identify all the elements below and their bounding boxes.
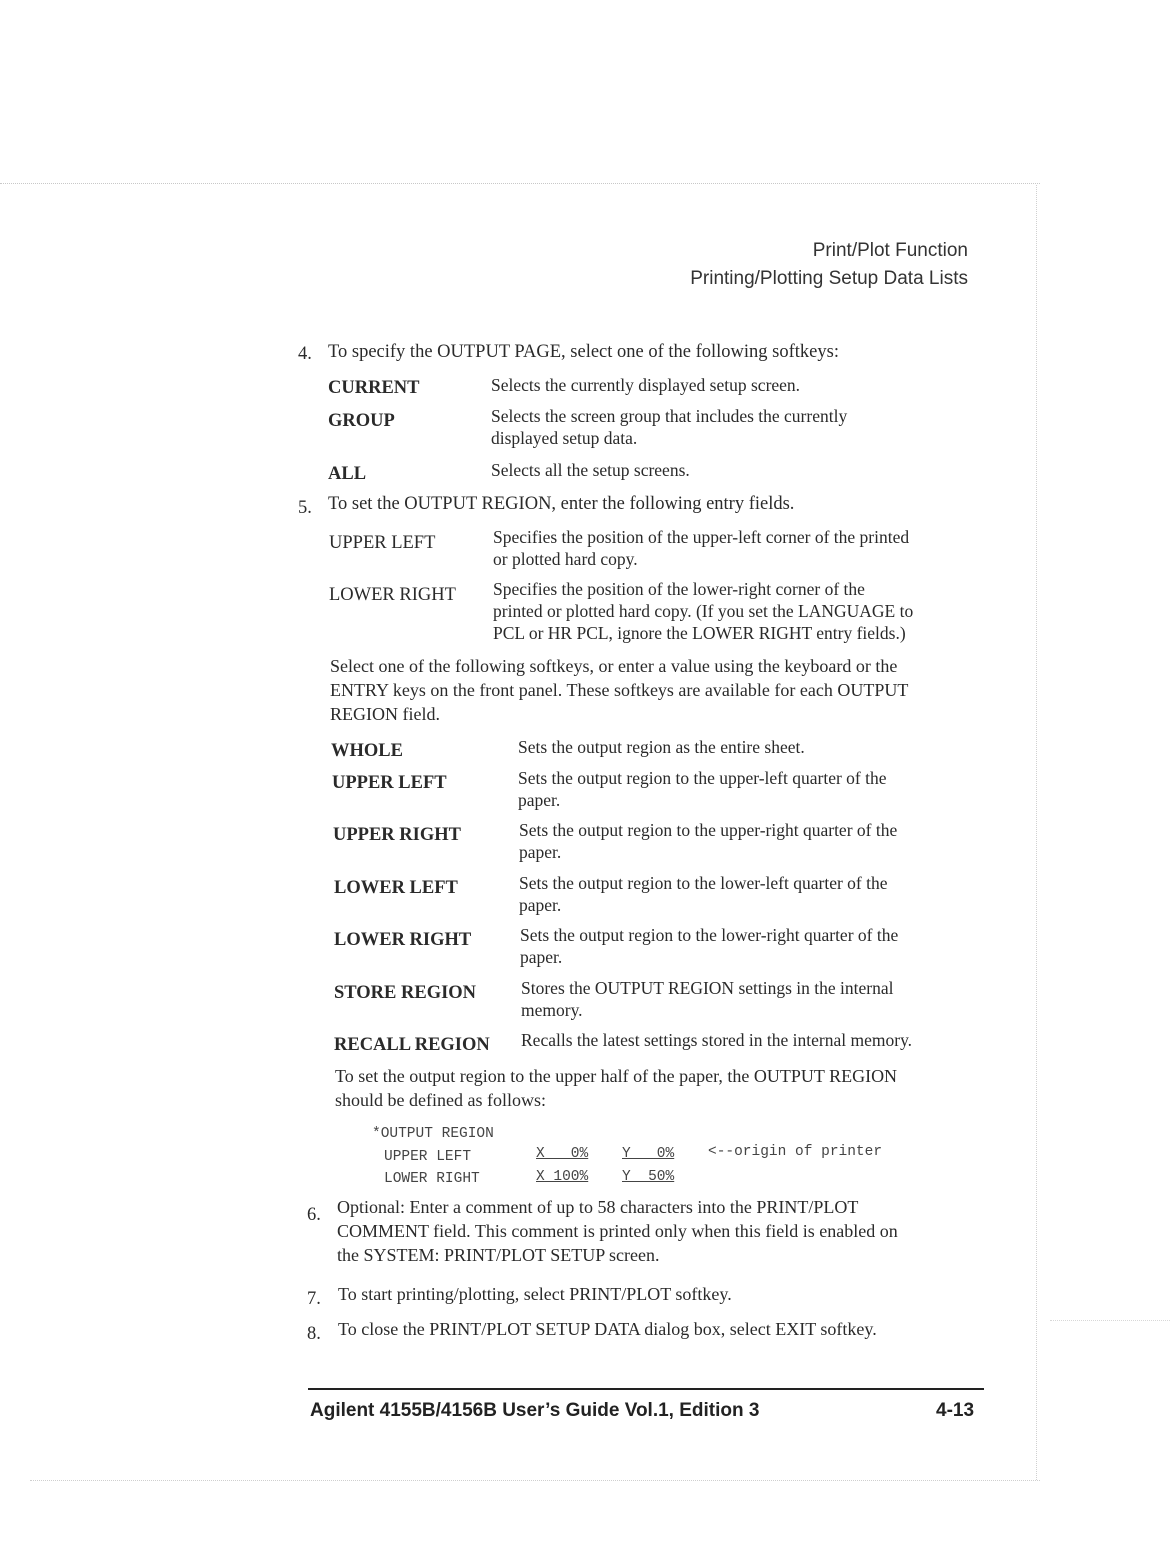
softkey-desc-whole: Sets the output region as the entire sheet. bbox=[518, 737, 805, 757]
softkey-term-all: ALL bbox=[328, 464, 367, 484]
step-6-line2: COMMENT field. This comment is printed only when this field is enabled on bbox=[337, 1221, 898, 1241]
softkey-desc-lower-right-line1: Sets the output region to the lower-right quarter of the bbox=[520, 925, 899, 945]
softkey-term-lower-right: LOWER RIGHT bbox=[334, 930, 472, 950]
running-header-chapter: Print/Plot Function bbox=[812, 240, 968, 261]
step-5-text: To set the OUTPUT REGION, enter the following entry fields. bbox=[328, 494, 795, 514]
scan-edge-right-mark bbox=[1050, 1320, 1170, 1321]
softkey-intro-line2: ENTRY keys on the front panel. These softkeys are available for each OUTPUT bbox=[330, 680, 909, 700]
softkey-desc-store-region-line2: memory. bbox=[521, 1000, 583, 1020]
running-header-section: Printing/Plotting Setup Data Lists bbox=[690, 268, 968, 289]
footer-title: Agilent 4155B/4156B User’s Guide Vol.1, Edition 3 bbox=[310, 1400, 760, 1421]
softkey-desc-all: Selects all the setup screens. bbox=[491, 460, 690, 480]
code-row1-note: <--origin of printer bbox=[708, 1144, 883, 1160]
code-row2-label: LOWER RIGHT bbox=[384, 1171, 480, 1187]
softkey-desc-lower-right-line2: paper. bbox=[520, 947, 563, 967]
step-4-number: 4. bbox=[298, 344, 312, 364]
example-intro-line2: should be defined as follows: bbox=[335, 1090, 546, 1110]
field-desc-upper-left-line2: or plotted hard copy. bbox=[493, 549, 638, 569]
softkey-term-lower-left: LOWER LEFT bbox=[334, 878, 458, 898]
code-title: *OUTPUT REGION bbox=[372, 1126, 494, 1142]
code-row1-x: X 0% bbox=[536, 1146, 589, 1162]
scan-edge-bottom bbox=[30, 1480, 1040, 1481]
softkey-term-group: GROUP bbox=[328, 411, 395, 431]
code-row2-x: X 100% bbox=[536, 1169, 589, 1185]
code-row1-label: UPPER LEFT bbox=[384, 1149, 472, 1165]
code-row1-y: Y 0% bbox=[622, 1146, 675, 1162]
step-5-number: 5. bbox=[298, 498, 312, 518]
scan-edge-top bbox=[0, 183, 1040, 184]
softkey-term-current: CURRENT bbox=[328, 378, 420, 398]
softkey-desc-recall-region: Recalls the latest settings stored in the internal memory. bbox=[521, 1030, 913, 1050]
page-number: 4-13 bbox=[936, 1400, 975, 1421]
softkey-desc-upper-left-line1: Sets the output region to the upper-left quarter of the bbox=[518, 768, 887, 788]
softkey-intro-line1: Select one of the following softkeys, or enter a value using the keyboard or the bbox=[330, 656, 898, 676]
step-7-text: To start printing/plotting, select PRINT/PLOT softkey. bbox=[338, 1284, 732, 1304]
field-term-lower-right: LOWER RIGHT bbox=[329, 585, 456, 605]
scan-edge-right bbox=[1036, 185, 1037, 1480]
softkey-desc-group-line1: Selects the screen group that includes the currently bbox=[491, 406, 848, 426]
example-intro-line1: To set the output region to the upper half of the paper, the OUTPUT REGION bbox=[335, 1066, 898, 1086]
softkey-desc-upper-left-line2: paper. bbox=[518, 790, 561, 810]
softkey-intro-line3: REGION field. bbox=[330, 704, 440, 724]
code-row2-y: Y 50% bbox=[622, 1169, 675, 1185]
softkey-desc-group-line2: displayed setup data. bbox=[491, 428, 638, 448]
field-desc-lower-right-line3: PCL or HR PCL, ignore the LOWER RIGHT entry fields.) bbox=[493, 623, 906, 643]
softkey-term-store-region: STORE REGION bbox=[334, 983, 477, 1003]
field-desc-upper-left-line1: Specifies the position of the upper-left corner of the printed bbox=[493, 527, 910, 547]
softkey-desc-lower-left-line2: paper. bbox=[519, 895, 562, 915]
field-term-upper-left: UPPER LEFT bbox=[329, 533, 436, 553]
field-desc-lower-right-line2: printed or plotted hard copy. (If you set the LANGUAGE to bbox=[493, 601, 914, 621]
step-6-number: 6. bbox=[307, 1205, 321, 1225]
softkey-term-upper-left: UPPER LEFT bbox=[332, 773, 447, 793]
step-7-number: 7. bbox=[307, 1289, 321, 1309]
softkey-desc-upper-right-line1: Sets the output region to the upper-right quarter of the bbox=[519, 820, 898, 840]
step-4-text: To specify the OUTPUT PAGE, select one of the following softkeys: bbox=[328, 342, 839, 362]
softkey-desc-upper-right-line2: paper. bbox=[519, 842, 562, 862]
softkey-desc-current: Selects the currently displayed setup screen. bbox=[491, 375, 801, 395]
step-6-line1: Optional: Enter a comment of up to 58 characters into the PRINT/PLOT bbox=[337, 1197, 859, 1217]
softkey-desc-lower-left-line1: Sets the output region to the lower-left quarter of the bbox=[519, 873, 888, 893]
step-8-number: 8. bbox=[307, 1324, 321, 1344]
softkey-term-recall-region: RECALL REGION bbox=[334, 1035, 490, 1055]
step-6-line3: the SYSTEM: PRINT/PLOT SETUP screen. bbox=[337, 1245, 660, 1265]
softkey-term-whole: WHOLE bbox=[331, 741, 403, 761]
softkey-desc-store-region-line1: Stores the OUTPUT REGION settings in the internal bbox=[521, 978, 894, 998]
footer-rule bbox=[308, 1388, 984, 1390]
step-8-text: To close the PRINT/PLOT SETUP DATA dialog box, select EXIT softkey. bbox=[338, 1319, 877, 1339]
field-desc-lower-right-line1: Specifies the position of the lower-right corner of the bbox=[493, 579, 865, 599]
softkey-term-upper-right: UPPER RIGHT bbox=[333, 825, 461, 845]
